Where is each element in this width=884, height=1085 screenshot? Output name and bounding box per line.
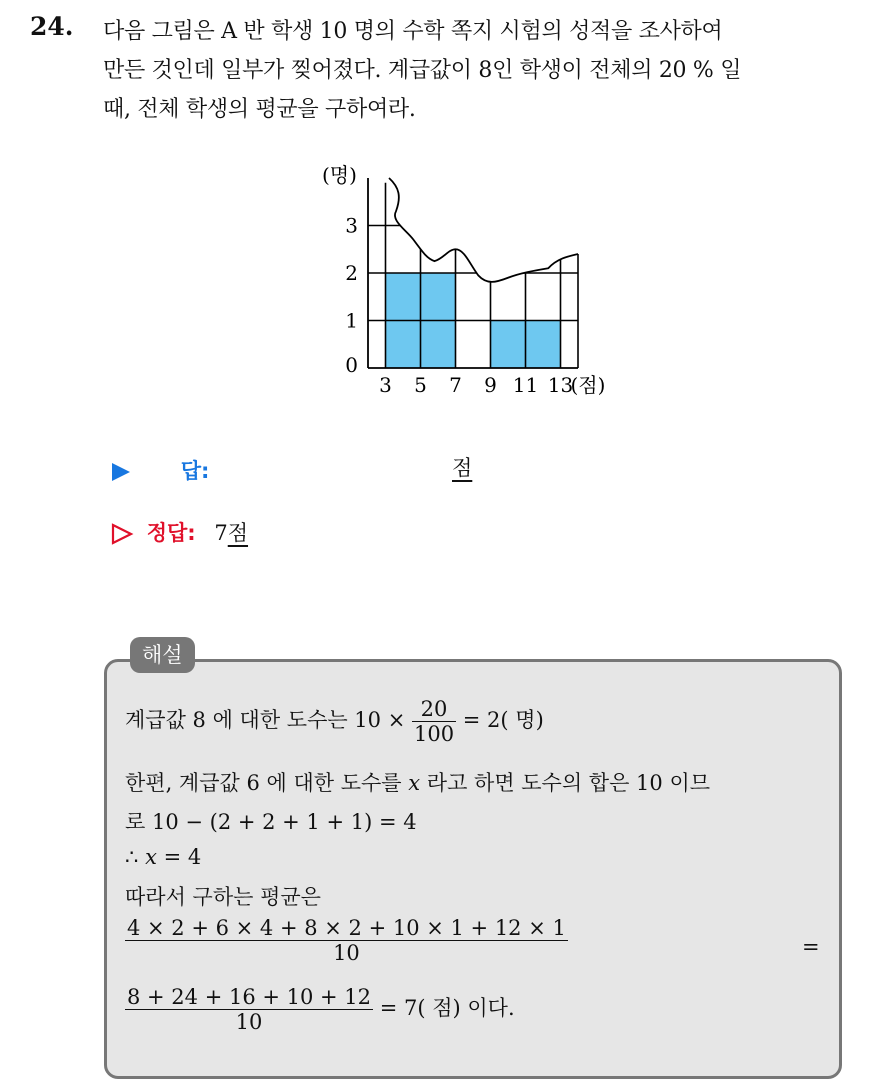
mean-fraction-1	[125, 916, 568, 965]
fraction-numerator: 20	[420, 697, 448, 721]
mean-fraction-2	[125, 985, 373, 1034]
correct-unit: 점	[227, 521, 249, 545]
y-axis-label: (명)	[322, 163, 357, 187]
solution-line-2-rest: 라고 하면 도수의 합은 10 이므	[426, 771, 711, 795]
answer-row	[110, 455, 209, 485]
solution-line-4-rest: = 4	[163, 845, 202, 869]
x-tick-label-7: 7	[449, 373, 462, 397]
fraction-20-100	[412, 697, 456, 746]
variable-x: x	[408, 771, 421, 795]
answer-label: 답	[180, 459, 201, 483]
correct-label: 정답	[146, 521, 188, 545]
x-tick-label-5: 5	[414, 373, 427, 397]
question-line-3: 때, 전체 학생의 평균을 구하여라.	[103, 97, 416, 122]
y-tick-label-2: 2	[345, 261, 358, 285]
solution-line-5: 따라서 구하는 평균은	[125, 885, 321, 909]
x-tick-label-3: 3	[379, 373, 392, 397]
mean-fraction-1-numerator: 4 × 2 + 6 × 4 + 8 × 2 + 10 × 1 + 12 × 1	[127, 916, 566, 940]
mean-fraction-2-denominator: 10	[125, 1009, 373, 1034]
histogram-chart	[300, 150, 660, 410]
solution-line-3: 로 10 − (2 + 2 + 1 + 1) = 4	[125, 810, 417, 834]
mean-fraction-1-denominator: 10	[125, 940, 568, 965]
play-arrow-icon	[110, 461, 132, 483]
variable-x: x	[145, 845, 157, 869]
y-tick-label-1: 1	[345, 308, 358, 333]
x-tick-label-11: 11	[512, 373, 539, 397]
solution-badge: 해설	[130, 637, 195, 673]
y-tick-label-0: 0	[345, 353, 358, 377]
solution-fraction-2	[125, 985, 515, 1034]
therefore-symbol: ∴	[125, 845, 139, 869]
x-tick-label-9: 9	[484, 373, 497, 397]
solution-fraction-1	[125, 916, 568, 965]
mean-fraction-2-numerator: 8 + 24 + 16 + 10 + 12	[127, 985, 372, 1009]
fraction-denominator: 100	[414, 722, 455, 746]
solution-line-2-text: 한편, 계급값 6 에 대한 도수를	[125, 771, 402, 795]
solution-line-1-result: = 2( 명)	[462, 708, 544, 732]
solution-line-4	[125, 845, 201, 869]
solution-final: = 7( 점) 이다.	[379, 996, 515, 1020]
x-tick-label-13: 13	[547, 373, 574, 397]
correct-row	[110, 517, 248, 547]
answer-unit: 점	[452, 456, 473, 480]
solution-line-2	[125, 767, 710, 797]
y-tick-label-3: 3	[345, 213, 358, 238]
correct-value: 7	[214, 521, 228, 545]
solution-line-1	[125, 697, 544, 746]
correct-colon: :	[187, 521, 196, 545]
question-line-1: 다음 그림은 A 반 학생 10 명의 수학 쪽지 시험의 성적을 조사하여	[103, 19, 723, 44]
outline-arrow-icon	[110, 522, 134, 546]
question-number: 24.	[30, 12, 74, 41]
x-axis-label: (점)	[570, 373, 606, 397]
solution-line-1-text: 계급값 8 에 대한 도수는 10 ×	[125, 708, 406, 732]
answer-colon: :	[200, 459, 210, 483]
question-line-2: 만든 것인데 일부가 찢어졌다. 계급값이 8인 학생이 전체의 20 % 일	[103, 58, 742, 83]
equals-sign: =	[802, 935, 820, 959]
answer-field[interactable]	[452, 452, 472, 482]
